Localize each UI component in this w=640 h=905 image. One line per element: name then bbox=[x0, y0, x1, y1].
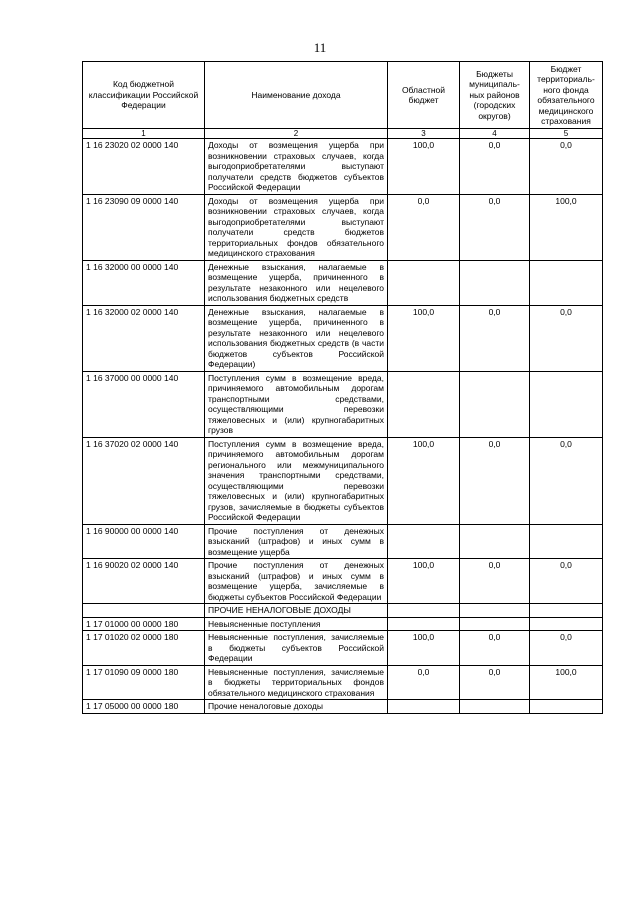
column-number: 1 bbox=[83, 129, 205, 139]
row-municipal-value: 0,0 bbox=[460, 139, 530, 195]
row-fund-value: 0,0 bbox=[530, 559, 603, 604]
row-fund-value bbox=[530, 700, 603, 714]
column-number: 2 bbox=[205, 129, 388, 139]
row-regional-value: 0,0 bbox=[388, 665, 460, 700]
header-medical-fund-budget: Бюджет территориаль-ного фонда обязательного медицинского страхования bbox=[530, 62, 603, 129]
row-municipal-value bbox=[460, 260, 530, 305]
table-row bbox=[83, 559, 603, 604]
row-regional-value: 100,0 bbox=[388, 305, 460, 371]
row-fund-value: 0,0 bbox=[530, 437, 603, 524]
row-municipal-value bbox=[460, 371, 530, 437]
row-fund-value: 100,0 bbox=[530, 665, 603, 700]
row-fund-value bbox=[530, 524, 603, 559]
row-code: 1 16 23090 09 0000 140 bbox=[83, 194, 205, 260]
row-regional-value: 100,0 bbox=[388, 437, 460, 524]
table-header-row bbox=[83, 62, 603, 129]
row-fund-value: 100,0 bbox=[530, 194, 603, 260]
row-name: Поступления сумм в возмещение вреда, причиняемого автомобильным дорогам регионального или межмуниципального значения транспортными средствами, осуществляющими перевозки тяжеловесных и (или) крупногабаритных грузов, зачисляемые в бюджеты субъектов Российской Федерации bbox=[205, 437, 388, 524]
row-regional-value: 100,0 bbox=[388, 559, 460, 604]
row-fund-value: 0,0 bbox=[530, 139, 603, 195]
header-code: Код бюджетной классификации Российской Федерации bbox=[83, 62, 205, 129]
row-name: Поступления сумм в возмещение вреда, причиняемого автомобильным дорогам транспортными средствами, осуществляющими перевозки тяжеловесных и (или) крупногабаритных грузов bbox=[205, 371, 388, 437]
row-name: Прочие неналоговые доходы bbox=[205, 700, 388, 714]
table-row bbox=[83, 305, 603, 371]
income-distribution-table bbox=[82, 61, 603, 714]
row-regional-value: 100,0 bbox=[388, 631, 460, 666]
row-fund-value: 0,0 bbox=[530, 631, 603, 666]
row-municipal-value: 0,0 bbox=[460, 437, 530, 524]
header-municipal-budgets: Бюджеты муниципаль-ных районов (городских округов) bbox=[460, 62, 530, 129]
row-regional-value bbox=[388, 260, 460, 305]
row-fund-value bbox=[530, 371, 603, 437]
column-number: 5 bbox=[530, 129, 603, 139]
row-code: 1 17 01000 00 0000 180 bbox=[83, 617, 205, 631]
table-row bbox=[83, 631, 603, 666]
row-regional-value bbox=[388, 604, 460, 618]
row-code: 1 17 05000 00 0000 180 bbox=[83, 700, 205, 714]
row-regional-value: 100,0 bbox=[388, 139, 460, 195]
table-row bbox=[83, 524, 603, 559]
row-municipal-value: 0,0 bbox=[460, 631, 530, 666]
row-municipal-value: 0,0 bbox=[460, 559, 530, 604]
row-code: 1 16 32000 00 0000 140 bbox=[83, 260, 205, 305]
table-row bbox=[83, 700, 603, 714]
column-number: 4 bbox=[460, 129, 530, 139]
row-municipal-value bbox=[460, 524, 530, 559]
section-row bbox=[83, 604, 603, 618]
row-name: Невыясненные поступления bbox=[205, 617, 388, 631]
row-municipal-value: 0,0 bbox=[460, 194, 530, 260]
row-name: Невыясненные поступления, зачисляемые в бюджеты субъектов Российской Федерации bbox=[205, 631, 388, 666]
row-code: 1 16 32000 02 0000 140 bbox=[83, 305, 205, 371]
row-code: 1 16 90020 02 0000 140 bbox=[83, 559, 205, 604]
row-code: 1 16 90000 00 0000 140 bbox=[83, 524, 205, 559]
row-name: Денежные взыскания, налагаемые в возмещение ущерба, причиненного в результате незаконного или нецелевого использования бюджетных средств bbox=[205, 260, 388, 305]
page-number: 11 bbox=[313, 40, 327, 55]
row-regional-value bbox=[388, 617, 460, 631]
row-code: 1 17 01020 02 0000 180 bbox=[83, 631, 205, 666]
row-name: Прочие поступления от денежных взысканий (штрафов) и иных сумм в возмещение ущерба bbox=[205, 524, 388, 559]
row-code: 1 16 37000 00 0000 140 bbox=[83, 371, 205, 437]
header-name: Наименование дохода bbox=[205, 62, 388, 129]
row-name: Денежные взыскания, налагаемые в возмещение ущерба, причиненного в результате незаконного или нецелевого использования бюджетных средств (в части бюджетов субъектов Российской Федерации) bbox=[205, 305, 388, 371]
table-row bbox=[83, 437, 603, 524]
table-row bbox=[83, 260, 603, 305]
column-number: 3 bbox=[388, 129, 460, 139]
table-row bbox=[83, 371, 603, 437]
row-municipal-value: 0,0 bbox=[460, 665, 530, 700]
row-municipal-value bbox=[460, 617, 530, 631]
table-row bbox=[83, 617, 603, 631]
table-row bbox=[83, 665, 603, 700]
table-row bbox=[83, 194, 603, 260]
row-regional-value: 0,0 bbox=[388, 194, 460, 260]
row-code bbox=[83, 604, 205, 618]
row-fund-value bbox=[530, 617, 603, 631]
table-row bbox=[83, 139, 603, 195]
row-name: Невыясненные поступления, зачисляемые в бюджеты территориальных фондов обязательного медицинского страхования bbox=[205, 665, 388, 700]
row-code: 1 16 37020 02 0000 140 bbox=[83, 437, 205, 524]
row-regional-value bbox=[388, 700, 460, 714]
row-fund-value: 0,0 bbox=[530, 305, 603, 371]
row-name: Прочие поступления от денежных взысканий (штрафов) и иных сумм в возмещение ущерба, зачисляемые в бюджеты субъектов Российской Федерации bbox=[205, 559, 388, 604]
row-municipal-value bbox=[460, 700, 530, 714]
row-municipal-value bbox=[460, 604, 530, 618]
row-fund-value bbox=[530, 604, 603, 618]
row-name: Доходы от возмещения ущерба при возникновении страховых случаев, когда выгодоприобретателями выступают получатели средств бюджетов субъектов Российской Федерации bbox=[205, 139, 388, 195]
row-regional-value bbox=[388, 524, 460, 559]
row-code: 1 17 01090 09 0000 180 bbox=[83, 665, 205, 700]
row-regional-value bbox=[388, 371, 460, 437]
row-municipal-value: 0,0 bbox=[460, 305, 530, 371]
header-regional-budget: Областной бюджет bbox=[388, 62, 460, 129]
column-number-row bbox=[83, 129, 603, 139]
section-title: ПРОЧИЕ НЕНАЛОГОВЫЕ ДОХОДЫ bbox=[205, 604, 388, 618]
row-name: Доходы от возмещения ущерба при возникновении страховых случаев, когда выгодоприобретателями выступают получатели средств бюджетов территориальных фондов обязательного медицинского страхования bbox=[205, 194, 388, 260]
row-code: 1 16 23020 02 0000 140 bbox=[83, 139, 205, 195]
row-fund-value bbox=[530, 260, 603, 305]
